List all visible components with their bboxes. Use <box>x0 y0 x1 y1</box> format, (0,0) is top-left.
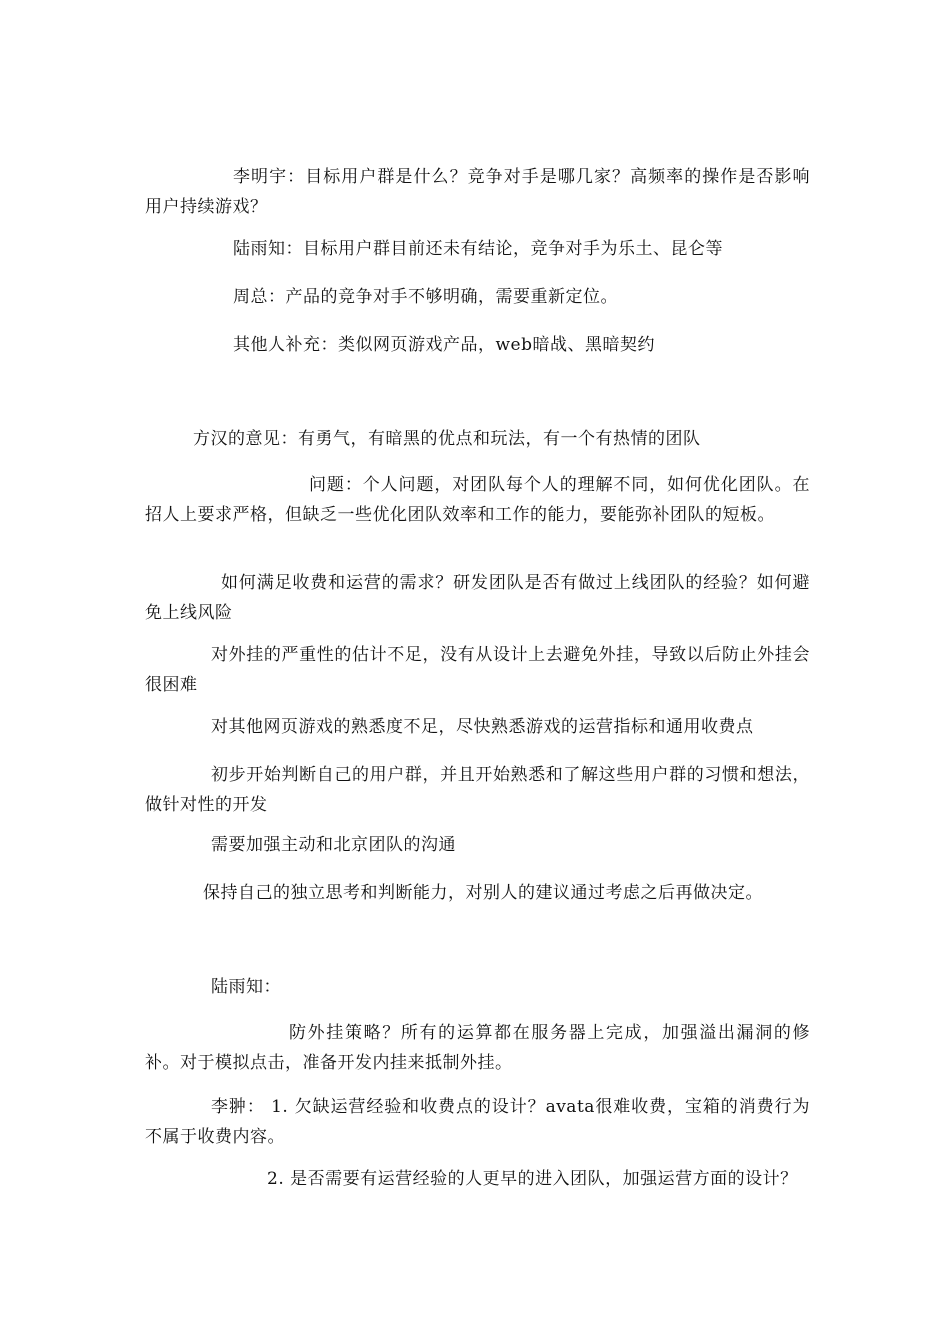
paragraph-others-supplement: 其他人补充：类似网页游戏产品，web暗战、黑暗契约 <box>233 335 655 355</box>
paragraph-li-chong-point-1: 李翀： 1. 欠缺运营经验和收费点的设计？avata很难收费，宝箱的消费行为不属于收费内容。 <box>145 1097 810 1147</box>
paragraph-independent-thinking: 保持自己的独立思考和判断能力，对别人的建议通过考虑之后再做决定。 <box>203 883 763 903</box>
paragraph-webgame-familiarity: 对其他网页游戏的熟悉度不足，尽快熟悉游戏的运营指标和通用收费点 <box>211 717 754 737</box>
paragraph-user-group: 初步开始判断自己的用户群，并且开始熟悉和了解这些用户群的习惯和想法，做针对性的开发 <box>145 765 810 815</box>
paragraph-lu-yuzhi-answer: 陆雨知：目标用户群目前还未有结论，竞争对手为乐土、昆仑等 <box>233 239 723 259</box>
paragraph-li-chong-point-2: 2. 是否需要有运营经验的人更早的进入团队，加强运营方面的设计？ <box>267 1169 798 1189</box>
paragraph-anti-cheat-strategy: 防外挂策略？所有的运算都在服务器上完成，加强溢出漏洞的修补。对于模拟点击，准备开发内挂来抵制外挂。 <box>145 1023 810 1073</box>
paragraph-beijing-communication: 需要加强主动和北京团队的沟通 <box>211 835 456 855</box>
paragraph-li-mingyu-question: 李明宇：目标用户群是什么？竞争对手是哪几家？高频率的操作是否影响用户持续游戏？ <box>145 167 810 217</box>
paragraph-team-problem: 问题：个人问题，对团队每个人的理解不同，如何优化团队。在招人上要求严格，但缺乏一些优化团队效率和工作的能力，要能弥补团队的短板。 <box>145 475 810 525</box>
paragraph-charging-question: 如何满足收费和运营的需求？研发团队是否有做过上线团队的经验？如何避免上线风险 <box>145 573 810 623</box>
paragraph-lu-yuzhi-header: 陆雨知： <box>211 977 281 997</box>
paragraph-fang-han-opinion: 方汉的意见：有勇气，有暗黑的优点和玩法，有一个有热情的团队 <box>193 429 701 449</box>
paragraph-cheat-risk: 对外挂的严重性的估计不足，没有从设计上去避免外挂，导致以后防止外挂会很困难 <box>145 645 810 695</box>
paragraph-zhou-comment: 周总：产品的竞争对手不够明确，需要重新定位。 <box>233 287 618 307</box>
